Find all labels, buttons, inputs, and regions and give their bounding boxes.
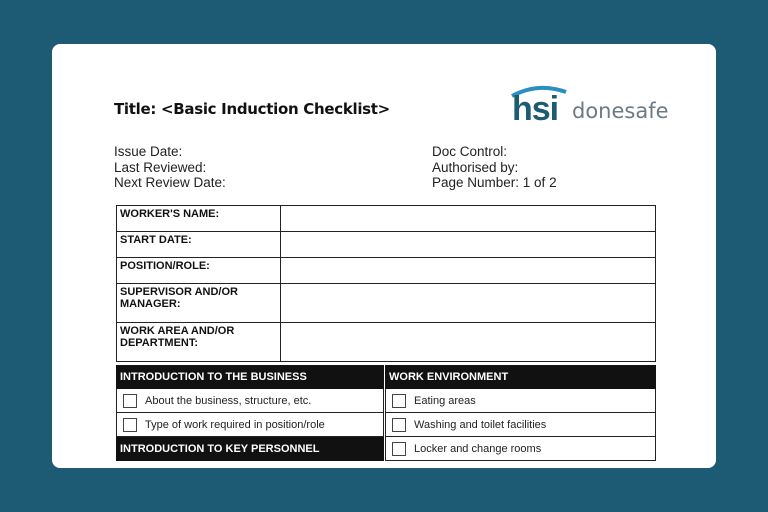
checkbox[interactable] [123,418,137,432]
environment-section-header: WORK ENVIRONMENT [385,365,656,389]
worker-name-field[interactable] [281,206,656,232]
field-label: WORKER'S NAME: [117,206,281,232]
table-row [117,206,656,232]
logo-donesafe-text: donesafe [572,99,669,123]
list-item [385,389,656,413]
table-row [117,284,656,323]
list-item [116,389,384,413]
next-review-date: Next Review Date: [114,175,226,190]
field-label: WORK AREA AND/OR DEPARTMENT: [117,323,281,362]
item-label: Locker and change rooms [414,442,542,455]
item-label: Eating areas [414,394,476,407]
checkbox[interactable] [392,442,406,456]
list-item [385,413,656,437]
checkbox[interactable] [123,394,137,408]
item-label: Type of work required in position/role [145,418,325,431]
hsi-donesafe-logo [510,84,670,130]
field-label: SUPERVISOR AND/OR MANAGER: [117,284,281,323]
table-row [117,323,656,362]
issue-date: Issue Date: [114,144,183,159]
environment-column [385,365,656,461]
item-label: Washing and toilet facilities [414,418,547,431]
start-date-field[interactable] [281,232,656,258]
business-section-header: INTRODUCTION TO THE BUSINESS [116,365,384,389]
list-item [116,413,384,437]
document-title: Title: <Basic Induction Checklist> [114,100,390,118]
position-role-field[interactable] [281,258,656,284]
document-page [52,44,716,468]
field-label: POSITION/ROLE: [117,258,281,284]
checkbox[interactable] [392,418,406,432]
authorised-by: Authorised by: [432,159,519,175]
list-item [385,437,656,461]
supervisor-field[interactable] [281,284,656,323]
field-label: START DATE: [117,232,281,258]
doc-control: Doc Control: [432,144,508,159]
logo-hsi-text: hsi [512,90,559,128]
table-row [117,258,656,284]
business-column [116,365,384,461]
meta-right [432,144,557,191]
item-label: About the business, structure, etc. [145,394,312,407]
checkbox[interactable] [392,394,406,408]
worker-details-table [116,205,656,362]
last-reviewed: Last Reviewed: [114,159,207,175]
table-row [117,232,656,258]
personnel-section-header: INTRODUCTION TO KEY PERSONNEL [116,437,384,461]
page-number: Page Number: 1 of 2 [432,175,557,190]
meta-left [114,144,226,191]
work-area-field[interactable] [281,323,656,362]
